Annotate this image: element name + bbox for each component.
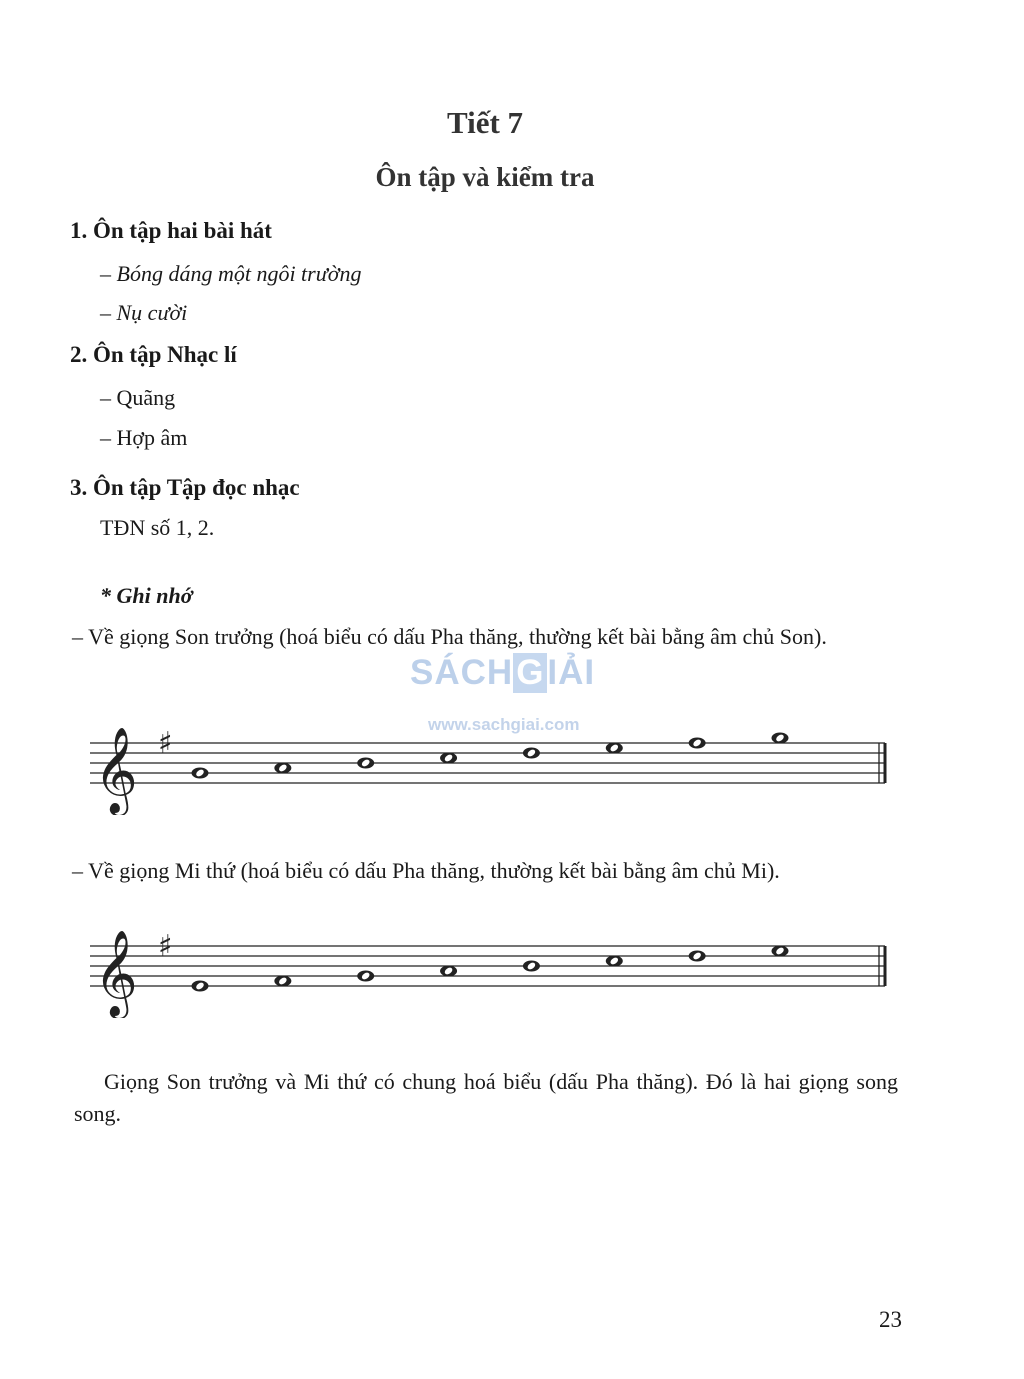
conclusion-paragraph: Giọng Son trưởng và Mi thứ có chung hoá biểu (dấu Pha thăng). Đó là hai giọng song song. — [74, 1069, 898, 1126]
key-signature-sharp-icon: ♯ — [158, 726, 173, 761]
lesson-title: Tiết 7 — [446, 105, 524, 140]
note-heading: * Ghi nhớ — [100, 583, 193, 608]
whole-note — [772, 946, 789, 957]
watermark-logo: SÁCHGIẢI — [410, 653, 596, 692]
whole-note — [440, 753, 457, 764]
whole-note — [689, 951, 706, 962]
whole-note — [192, 981, 209, 992]
whole-note — [523, 748, 540, 759]
treble-clef-icon: 𝄞 — [94, 930, 138, 1016]
section-heading-theory: 2. Ôn tập Nhạc lí — [70, 342, 237, 367]
whole-note — [274, 763, 291, 774]
watermark-url: www.sachgiai.com — [428, 715, 580, 734]
whole-note — [689, 738, 706, 749]
whole-note — [440, 966, 457, 977]
page-number: 23 — [879, 1307, 902, 1332]
whole-note — [192, 768, 209, 779]
theory-item-1: – Quãng — [100, 385, 176, 410]
section-heading-sightreading: 3. Ôn tập Tập đọc nhạc — [70, 475, 300, 500]
song-item-2: – Nụ cười — [100, 300, 188, 325]
g-major-scale-staff — [80, 715, 900, 815]
e-minor-scale-staff — [80, 918, 900, 1018]
whole-note — [606, 743, 623, 754]
section-heading-songs: 1. Ôn tập hai bài hát — [70, 218, 272, 243]
sightreading-item: TĐN số 1, 2. — [100, 515, 215, 540]
whole-note — [274, 976, 291, 987]
e-minor-description: – Về giọng Mi thứ (hoá biểu có dấu Pha thăng, thường kết bài bằng âm chủ Mi). — [72, 858, 780, 883]
whole-note — [357, 758, 374, 769]
theory-item-2: – Hợp âm — [100, 425, 188, 450]
whole-note — [606, 956, 623, 967]
key-signature-sharp-icon: ♯ — [158, 929, 173, 964]
whole-note — [772, 733, 789, 744]
treble-clef-icon: 𝄞 — [94, 727, 138, 813]
whole-note — [357, 971, 374, 982]
whole-note — [523, 961, 540, 972]
g-major-description: – Về giọng Son trưởng (hoá biểu có dấu Pha thăng, thường kết bài bằng âm chủ Son). — [72, 624, 827, 649]
lesson-subtitle: Ôn tập và kiểm tra — [375, 162, 595, 192]
song-item-1: – Bóng dáng một ngôi trường — [100, 261, 362, 286]
